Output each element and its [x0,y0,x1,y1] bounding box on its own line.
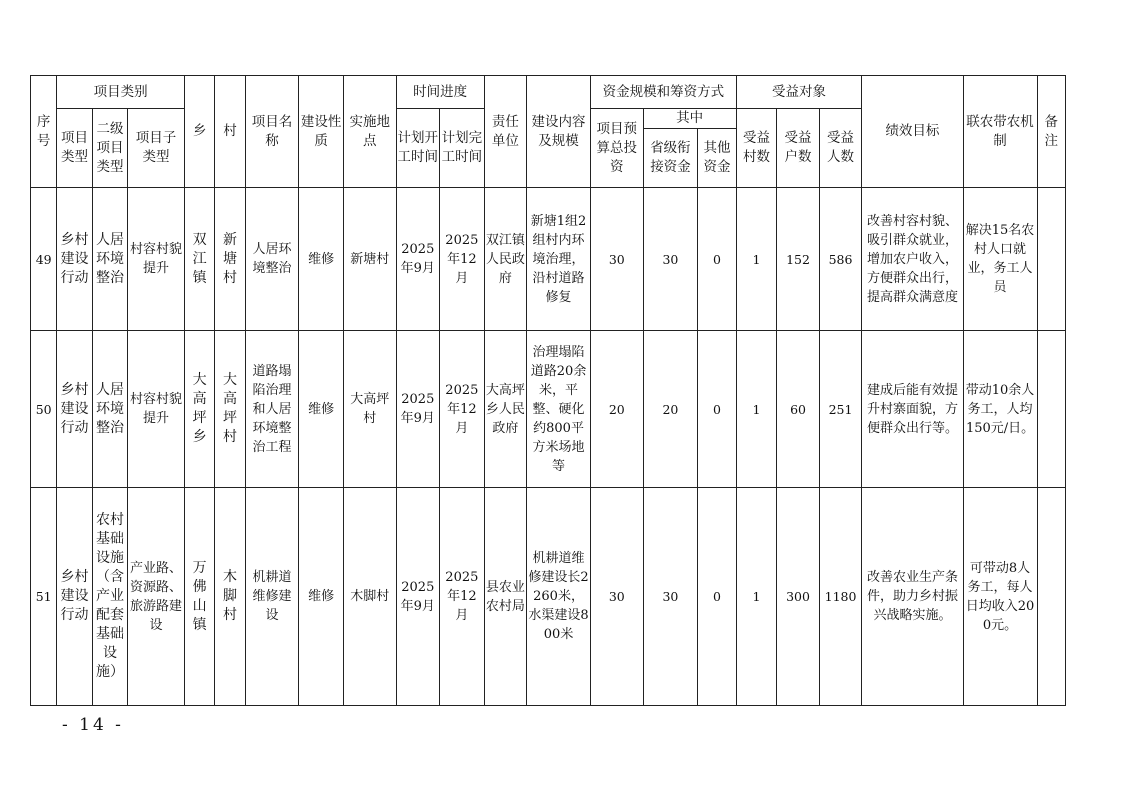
col-provincial-header: 省级衔接资金 [643,129,698,188]
seq-cell: 51 [31,488,57,706]
other-funds-cell: 0 [698,488,736,706]
col-ben-households-header: 受益户数 [777,109,820,188]
col-level2-type-header: 二级项目类型 [92,109,127,188]
performance-cell: 改善农业生产条件，助力乡村振兴战略实施。 [862,488,963,706]
level2-type-cell: 农村基础设施（含产业配套基础设施） [92,488,127,706]
township-cell: 万佛山镇 [184,488,214,706]
level2-type-cell: 人居环境整治 [92,331,127,488]
township-cell: 大高坪乡 [184,331,214,488]
ben-villages-cell: 1 [736,331,777,488]
linkage-cell: 解决15名农村人口就业，务工人员 [963,188,1037,331]
village-cell: 大高坪村 [215,331,245,488]
remarks-cell [1037,488,1066,706]
col-plan-start-header: 计划开工时间 [396,109,440,188]
plan-start-cell: 2025年9月 [396,331,440,488]
ben-households-cell: 60 [777,331,820,488]
table-row [31,188,1066,331]
page-number: - 14 - [62,715,124,735]
col-plan-end-header: 计划完工时间 [440,109,485,188]
col-township-header: 乡 [184,76,214,188]
col-sub-type-header: 项目子类型 [128,109,185,188]
level2-type-cell: 人居环境整治 [92,188,127,331]
seq-cell: 49 [31,188,57,331]
location-cell: 新塘村 [343,188,396,331]
col-beneficiary-header: 受益对象 [736,76,862,109]
project-name-cell: 人居环境整治 [245,188,299,331]
content-cell: 治理塌陷道路20余米，平整、硬化约800平方米场地等 [527,331,591,488]
table-row [31,488,1066,706]
project-name-cell: 道路塌陷治理和人居环境整治工程 [245,331,299,488]
col-total-budget-header: 项目预算总投资 [590,109,643,188]
col-linkage-header: 联农带农机制 [963,76,1037,188]
linkage-cell: 带动10余人务工，人均150元/日。 [963,331,1037,488]
col-funding-header: 资金规模和筹资方式 [590,76,736,109]
ben-villages-cell: 1 [736,488,777,706]
project-type-cell: 乡村建设行动 [57,488,92,706]
provincial-cell: 20 [643,331,698,488]
total-budget-cell: 20 [590,331,643,488]
other-funds-cell: 0 [698,188,736,331]
other-funds-cell: 0 [698,331,736,488]
sub-type-cell: 村容村貌提升 [128,188,185,331]
build-nature-cell: 维修 [299,331,344,488]
col-responsible-header: 责任单位 [484,76,527,188]
content-cell: 机耕道维修建设长2260米，水渠建设800米 [527,488,591,706]
responsible-cell: 县农业农村局 [484,488,527,706]
performance-cell: 建成后能有效提升村寨面貌，方便群众出行等。 [862,331,963,488]
ben-households-cell: 152 [777,188,820,331]
provincial-cell: 30 [643,188,698,331]
col-ben-people-header: 受益人数 [819,109,862,188]
project-name-cell: 机耕道维修建设 [245,488,299,706]
sub-type-cell: 村容村貌提升 [128,331,185,488]
col-project-name-header: 项目名称 [245,76,299,188]
provincial-cell: 30 [643,488,698,706]
location-cell: 大高坪村 [343,331,396,488]
plan-end-cell: 2025年12月 [440,488,485,706]
location-cell: 木脚村 [343,488,396,706]
plan-end-cell: 2025年12月 [440,188,485,331]
col-seq-header: 序号 [31,76,57,188]
seq-cell: 50 [31,331,57,488]
remarks-cell [1037,331,1066,488]
col-build-nature-header: 建设性质 [299,76,344,188]
col-village-header: 村 [215,76,245,188]
project-type-cell: 乡村建设行动 [57,331,92,488]
col-of-which-header: 其中 [643,109,736,129]
col-content-header: 建设内容及规模 [527,76,591,188]
plan-start-cell: 2025年9月 [396,488,440,706]
col-remarks-header: 备注 [1037,76,1066,188]
project-type-cell: 乡村建设行动 [57,188,92,331]
ben-households-cell: 300 [777,488,820,706]
col-performance-header: 绩效目标 [862,76,963,188]
content-cell: 新塘1组2组村内环境治理，沿村道路修复 [527,188,591,331]
table-header [31,76,1066,188]
village-cell: 木脚村 [215,488,245,706]
responsible-cell: 双江镇人民政府 [484,188,527,331]
total-budget-cell: 30 [590,488,643,706]
sub-type-cell: 产业路、资源路、旅游路建设 [128,488,185,706]
table-row [31,331,1066,488]
col-location-header: 实施地点 [343,76,396,188]
plan-end-cell: 2025年12月 [440,331,485,488]
plan-start-cell: 2025年9月 [396,188,440,331]
ben-people-cell: 251 [819,331,862,488]
linkage-cell: 可带动8人务工，每人日均收入200元。 [963,488,1037,706]
total-budget-cell: 30 [590,188,643,331]
table-body [31,188,1066,706]
col-category-header: 项目类别 [57,76,185,109]
performance-cell: 改善村容村貌、吸引群众就业，增加农户收入，方便群众出行，提高群众满意度 [862,188,963,331]
build-nature-cell: 维修 [299,488,344,706]
township-cell: 双江镇 [184,188,214,331]
build-nature-cell: 维修 [299,188,344,331]
ben-people-cell: 1180 [819,488,862,706]
village-cell: 新塘村 [215,188,245,331]
project-table [30,75,1066,706]
ben-villages-cell: 1 [736,188,777,331]
col-schedule-header: 时间进度 [396,76,484,109]
responsible-cell: 大高坪乡人民政府 [484,331,527,488]
col-project-type-header: 项目类型 [57,109,92,188]
remarks-cell [1037,188,1066,331]
ben-people-cell: 586 [819,188,862,331]
col-ben-villages-header: 受益村数 [736,109,777,188]
col-other-funds-header: 其他资金 [698,129,736,188]
